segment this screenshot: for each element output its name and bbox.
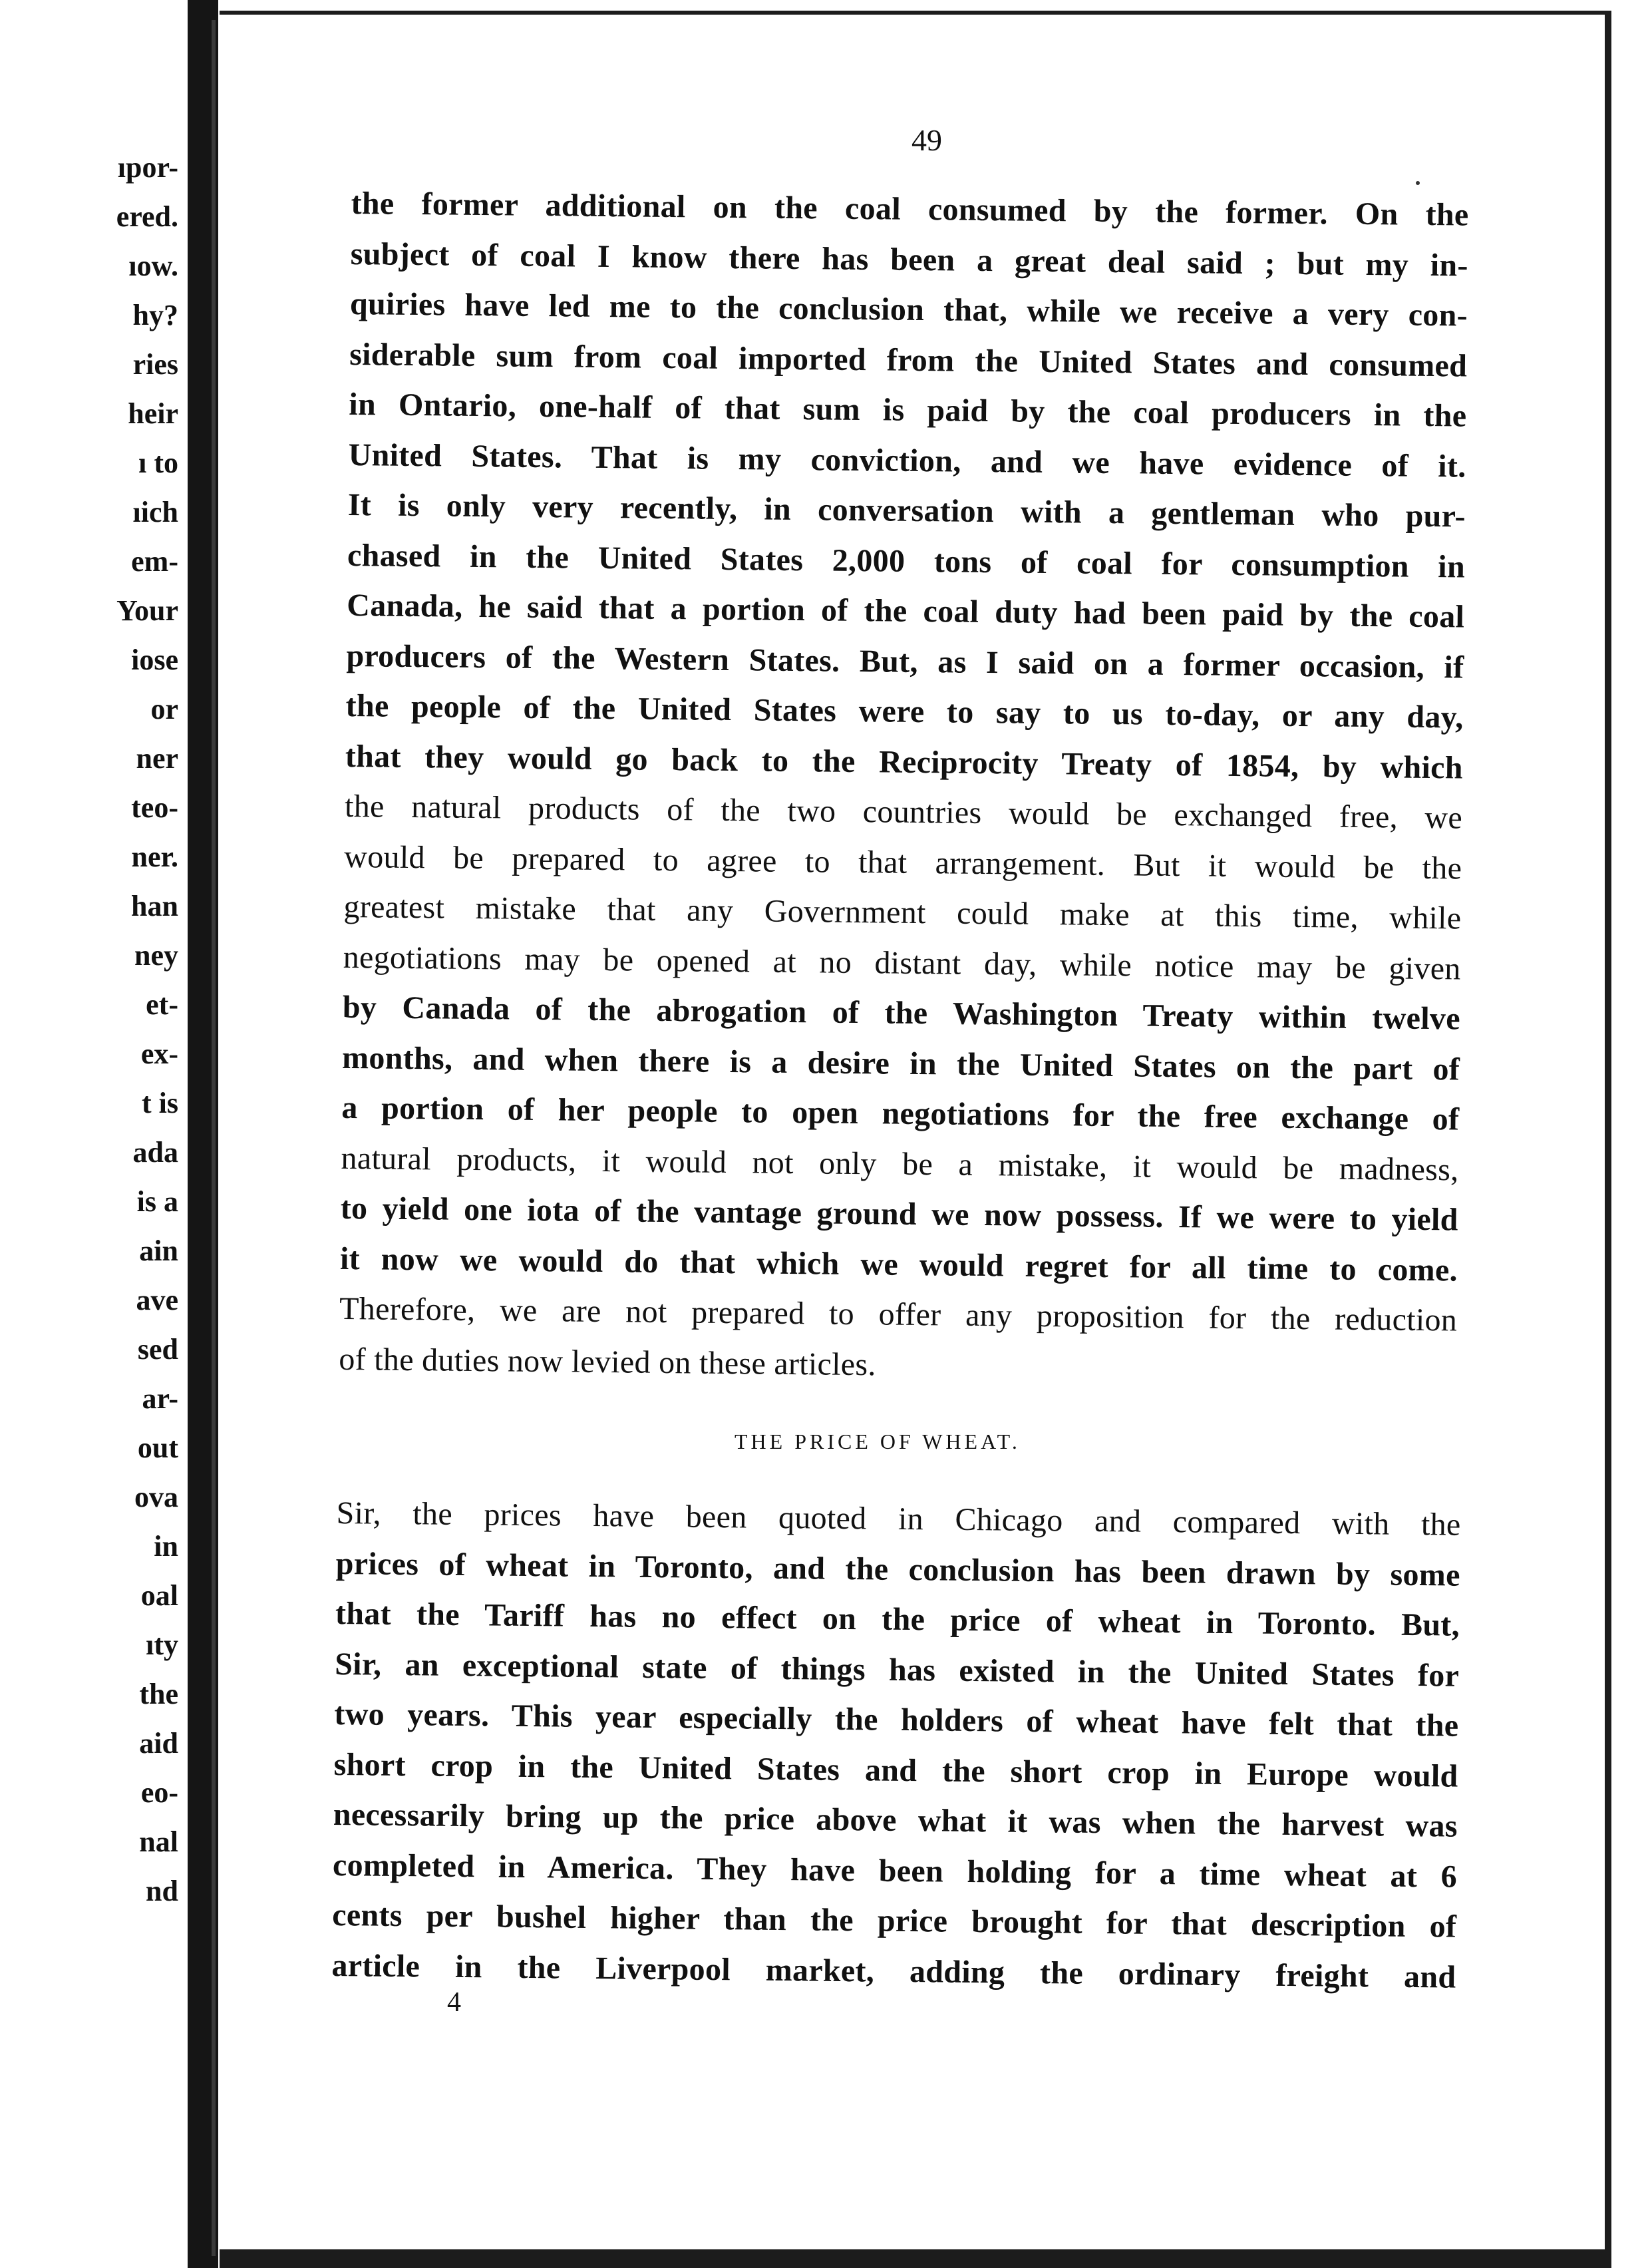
text-line: months, and when there is a desire in the United States on the part of xyxy=(341,1040,1460,1087)
text-line: necessarily bring up the price above what it was when the harvest was xyxy=(333,1796,1458,1844)
text-line: a portion of her people to open negotiations for the free exchange of xyxy=(341,1089,1460,1137)
text-line: natural products, it would not only be a mistake, it would be madness, xyxy=(341,1140,1459,1188)
left-fragment: iose xyxy=(131,644,178,676)
left-fragment: nd xyxy=(146,1875,178,1907)
text-line: Sir, an exceptional state of things has existed in the United States for xyxy=(334,1646,1460,1694)
text-line: quiries have led me to the conclusion that, while we receive a very con- xyxy=(349,285,1468,333)
text-line: completed in America. They have been holding for a time wheat at 6 xyxy=(332,1847,1458,1895)
page-border-right xyxy=(1605,13,1611,2268)
left-fragment: ner. xyxy=(131,841,178,873)
left-fragment: ı to xyxy=(138,447,178,479)
left-fragment: in xyxy=(154,1530,178,1563)
text-line: it now we would do that which we would regret for all time to come. xyxy=(339,1240,1458,1288)
text-line: producers of the Western States. But, as I said on a former occasion, if xyxy=(346,638,1464,685)
text-line: two years. This year especially the holders of wheat have felt that the xyxy=(334,1696,1459,1744)
text-line: siderable sum from coal imported from the United States and consumed xyxy=(349,336,1468,384)
text-line: greatest mistake that any Government could make at this time, while xyxy=(343,888,1462,936)
left-fragment: aid xyxy=(139,1727,178,1760)
left-fragment: is a xyxy=(136,1185,178,1218)
text-line: Canada, he said that a portion of the coal duty had been paid by the coal xyxy=(347,587,1465,635)
gutter-edge xyxy=(212,20,216,2256)
signature-mark: 4 xyxy=(447,1987,461,2018)
left-fragment: ner xyxy=(136,742,178,775)
left-fragment: ada xyxy=(132,1136,178,1169)
left-fragment: teo- xyxy=(131,791,178,824)
print-speck xyxy=(1416,181,1420,185)
text-line: subject of coal I know there has been a great deal said ; but my in- xyxy=(350,236,1469,284)
text-line: the natural products of the two countries would be exchanged free, we xyxy=(344,788,1463,836)
text-line: article in the Liverpool market, adding the ordinary freight and xyxy=(331,1947,1456,1995)
text-line: by Canada of the abrogation of the Washington Treaty within twelve xyxy=(342,989,1461,1037)
left-fragment: ova xyxy=(134,1481,178,1513)
left-fragment: ain xyxy=(139,1234,178,1267)
text-line: United States. That is my conviction, and we have evidence of it. xyxy=(348,437,1466,484)
text-line: cents per bushel higher than the price brought for that description of xyxy=(332,1897,1457,1945)
left-fragment: heir xyxy=(128,397,178,430)
section-heading: THE PRICE OF WHEAT. xyxy=(735,1429,1021,1453)
left-fragment: ıow. xyxy=(128,250,178,282)
text-line: of the duties now levied on these articles. xyxy=(339,1341,877,1382)
left-fragment: ıty xyxy=(146,1628,178,1661)
left-fragment: sed xyxy=(137,1333,178,1366)
text-line: would be prepared to agree to that arrangement. But it would be the xyxy=(344,839,1462,886)
text-line: to yield one iota of the vantage ground we now possess. If we were to yield xyxy=(340,1190,1458,1238)
left-fragment: han xyxy=(131,890,178,922)
left-fragment: ave xyxy=(136,1284,178,1316)
left-fragment: out xyxy=(137,1431,178,1464)
page-border-bottom xyxy=(220,2249,1611,2268)
left-fragment: ar- xyxy=(142,1382,178,1415)
left-fragment: hy? xyxy=(132,299,178,331)
text-line: prices of wheat in Toronto, and the conclusion has been drawn by some xyxy=(335,1545,1461,1593)
left-fragment: ney xyxy=(134,939,178,972)
left-fragment: em- xyxy=(131,545,178,578)
left-fragment: Your xyxy=(116,594,178,627)
left-fragment: oal xyxy=(140,1579,178,1612)
text-line: the former additional on the coal consumed by the former. On the xyxy=(351,185,1469,233)
left-fragment: ıpor- xyxy=(117,151,178,184)
paragraph-price-of-wheat xyxy=(331,1488,1461,2002)
text-line: Therefore, we are not prepared to offer any proposition for the reduction xyxy=(339,1290,1458,1338)
text-line: It is only very recently, in conversation with a gentleman who pur- xyxy=(347,486,1466,534)
left-fragment: ıich xyxy=(132,496,178,528)
left-fragment: eo- xyxy=(140,1776,178,1809)
text-line: short crop in the United States and the short crop in Europe would xyxy=(333,1746,1458,1794)
page-number: 49 xyxy=(911,123,942,157)
text-line: in Ontario, one-half of that sum is paid by the coal producers in the xyxy=(349,386,1467,434)
text-line: negotiations may be opened at no distant day, while notice may be given xyxy=(343,939,1461,987)
left-fragment: ries xyxy=(132,348,178,381)
text-line: that the Tariff has no effect on the price of wheat in Toronto. But, xyxy=(335,1595,1460,1643)
text-line: Sir, the prices have been quoted in Chicago and compared with the xyxy=(336,1495,1461,1543)
left-fragment: t is xyxy=(142,1087,178,1119)
left-fragment: nal xyxy=(139,1825,178,1858)
left-fragment: the xyxy=(139,1678,178,1710)
left-fragment: ex- xyxy=(140,1038,178,1070)
left-fragment: or xyxy=(150,693,178,725)
text-line: chased in the United States 2,000 tons of coal for consumption in xyxy=(347,537,1466,585)
text-line: the people of the United States were to say to us to-day, or any day, xyxy=(345,687,1464,735)
paragraph-coal-duty xyxy=(339,178,1469,1396)
page-border-top xyxy=(220,11,1611,15)
left-fragment: ered. xyxy=(116,200,178,233)
right-margin xyxy=(1611,0,1650,2268)
text-line: that they would go back to the Reciprocity Treaty of 1854, by which xyxy=(345,738,1464,786)
left-fragment: et- xyxy=(146,988,178,1021)
